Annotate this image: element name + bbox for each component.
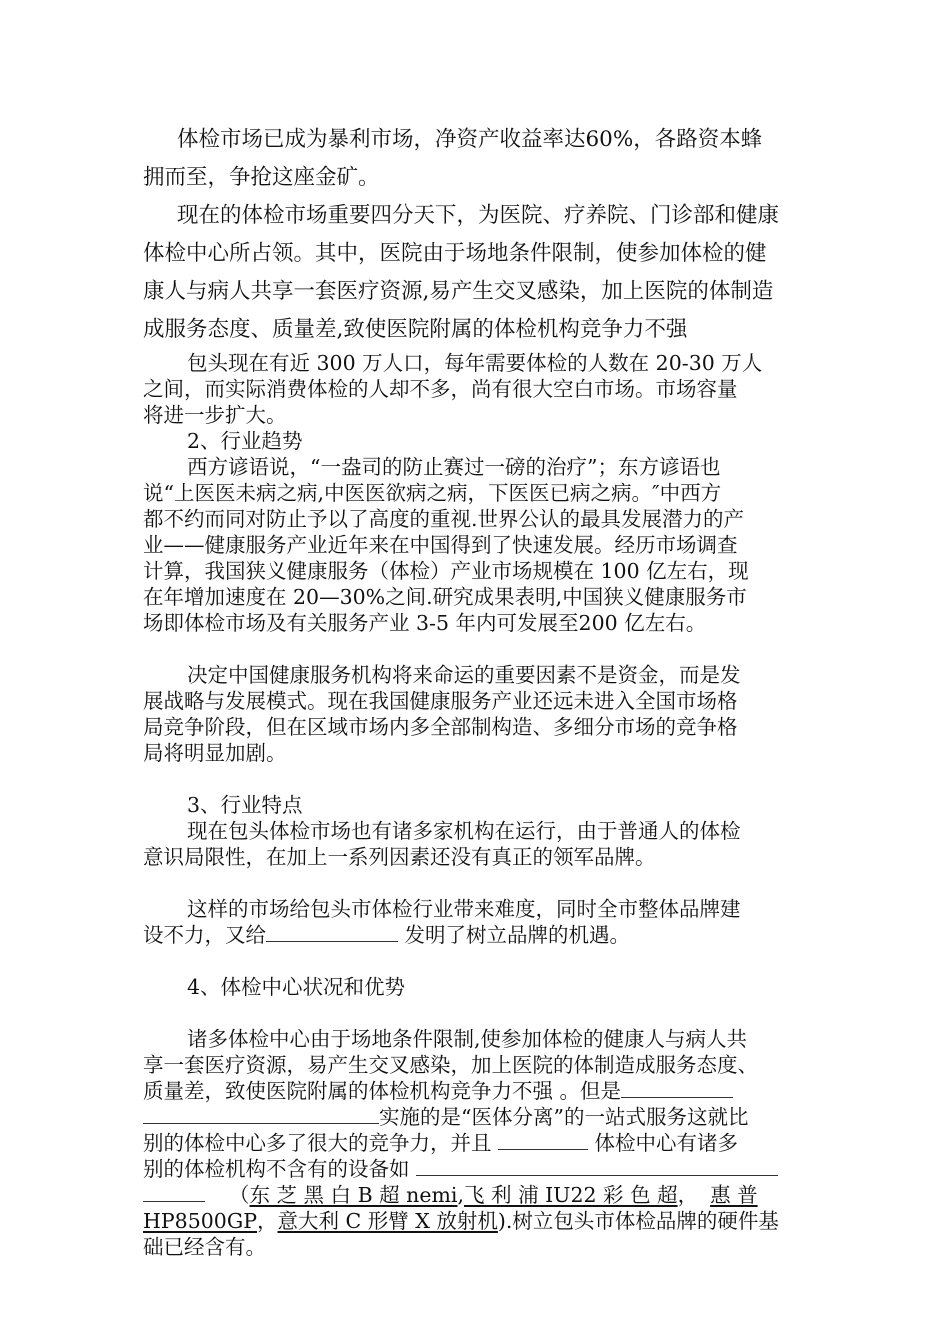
section2-p1-line5: 计算，我国狭义健康服务（体检）产业市场规模在 100 亿左右，现 — [143, 559, 749, 583]
equipment-philips: 飞 利 浦 IU22 彩 色 超 — [464, 1183, 678, 1207]
intro-p2-line2: 体检中心所占领。其中，医院由于场地条件限制，使参加体检的健 — [143, 241, 767, 266]
section4-line5 — [143, 1130, 738, 1156]
section4-line2: 享一套医疗资源，易产生交叉感染，加上医院的体制造成服务态度、 — [143, 1053, 758, 1077]
section2-p2-line1: 决定中国健康服务机构将来命运的重要因素不是资金，而是发 — [187, 663, 741, 687]
section3-heading: 3、行业特点 — [187, 793, 303, 817]
section3-p2-line2 — [143, 922, 630, 948]
section2-p2-line4: 局将明显加剧。 — [143, 741, 287, 765]
equipment-open-paren: （ — [229, 1183, 250, 1207]
section4-line3-text: 质量差，致使医院附属的体检机构竞争力不强 。但是 — [143, 1079, 622, 1103]
section3-p1-line1: 现在包头体检市场也有诸多家机构在运行，由于普通人的体检 — [187, 819, 741, 843]
intro-p1-line1: 体检市场已成为暴利市场，净资产收益率达60%，各路资本蜂 — [177, 127, 763, 152]
market-line3: 将进一步扩大。 — [143, 403, 287, 427]
equipment-separator: ， — [257, 1209, 278, 1233]
section2-p1-line7: 场即体检市场及有关服务产业 3-5 年内可发展至200 亿左右。 — [143, 611, 707, 635]
market-line1: 包头现在有近 300 万人口，每年需要体检的人数在 20-30 万人 — [187, 351, 763, 375]
section4-line6-text: 别的体检机构不含有的设备如 — [143, 1157, 417, 1181]
section2-heading: 2、行业趋势 — [187, 429, 303, 453]
section4-line4-text: 实施的是“医体分离”的一站式服务这就比 — [379, 1105, 749, 1129]
equipment-separator: , — [457, 1183, 465, 1207]
blank-fill-in — [143, 1105, 379, 1124]
section3-p2-line2-start: 设不力，又给 — [143, 923, 266, 947]
equipment-separator: ， — [677, 1183, 699, 1207]
section2-p1-line4: 业——健康服务产业近年来在中国得到了快速发展。经历市场调查 — [143, 533, 738, 557]
equipment-hp-part2: HP8500GP — [143, 1209, 258, 1233]
equipment-toshiba: 东 芝 黑 白 B 超 nemi — [249, 1183, 458, 1207]
intro-p1-line2: 拥而至，争抢这座金矿。 — [143, 165, 380, 190]
section4-line1: 诸多体检中心由于场地条件限制,使参加体检的健康人与病人共 — [187, 1027, 748, 1051]
section4-line7 — [143, 1182, 758, 1208]
section2-p2-line3: 局竞争阶段，但在区域市场内多全部制构造、多细分市场的竞争格 — [143, 715, 738, 739]
equipment-italy-xray: 意大利 C 形臂 X 放射机 — [277, 1209, 498, 1233]
section2-p1-line1: 西方谚语说，“一盎司的防止赛过一磅的治疗”；东方谚语也 — [187, 455, 721, 479]
blank-fill-in — [621, 1079, 733, 1098]
intro-p2-line3: 康人与病人共享一套医疗资源,易产生交叉感染，加上医院的体制造 — [143, 279, 774, 304]
section2-p1-line3: 都不约而同对防止予以了高度的重视.世界公认的最具发展潜力的产 — [143, 507, 745, 531]
intro-p2-line4: 成服务态度、质量差,致使医院附属的体检机构竞争力不强 — [143, 317, 688, 342]
section2-p1-line2: 说“上医医未病之病,中医医欲病之病，下医医已病之病。″中西方 — [143, 481, 722, 505]
section4-line8 — [143, 1208, 779, 1234]
section4-line8-tail: ).树立包头市体检品牌的硬件基 — [497, 1209, 779, 1233]
section4-line4 — [143, 1104, 748, 1130]
section4-line3 — [143, 1078, 733, 1104]
blank-fill-in — [416, 1157, 778, 1176]
equipment-hp-part1: 惠 普 — [710, 1183, 758, 1207]
section3-p2-line1: 这样的市场给包头市体检行业带来难度，同时全市整体品牌建 — [187, 897, 741, 921]
section4-line9: 础已经含有。 — [143, 1235, 266, 1259]
section3-p2-line2-end: 发明了树立品牌的机遇。 — [398, 923, 631, 947]
blank-fill-in — [266, 923, 398, 942]
section3-p1-line2: 意识局限性，在加上一系列因素还没有真正的领军品牌。 — [143, 845, 656, 869]
section2-p2-line2: 展战略与发展模式。现在我国健康服务产业还远未进入全国市场格 — [143, 689, 738, 713]
blank-fill-in — [143, 1183, 205, 1202]
section4-line6 — [143, 1156, 778, 1182]
blank-fill-in — [498, 1131, 588, 1150]
intro-p2-line1: 现在的体检市场重要四分天下，为医院、疗养院、门诊部和健康 — [177, 203, 780, 228]
section4-heading: 4、体检中心状况和优势 — [187, 975, 406, 999]
section4-line5-start: 别的体检中心多了很大的竞争力，并且 — [143, 1131, 499, 1155]
section4-line5-end: 体检中心有诸多 — [588, 1131, 739, 1155]
section2-p1-line6: 在年增加速度在 20—30%之间.研究成果表明,中国狭义健康服务市 — [143, 585, 747, 609]
market-line2: 之间，而实际消费体检的人却不多，尚有很大空白市场。市场容量 — [143, 377, 738, 401]
